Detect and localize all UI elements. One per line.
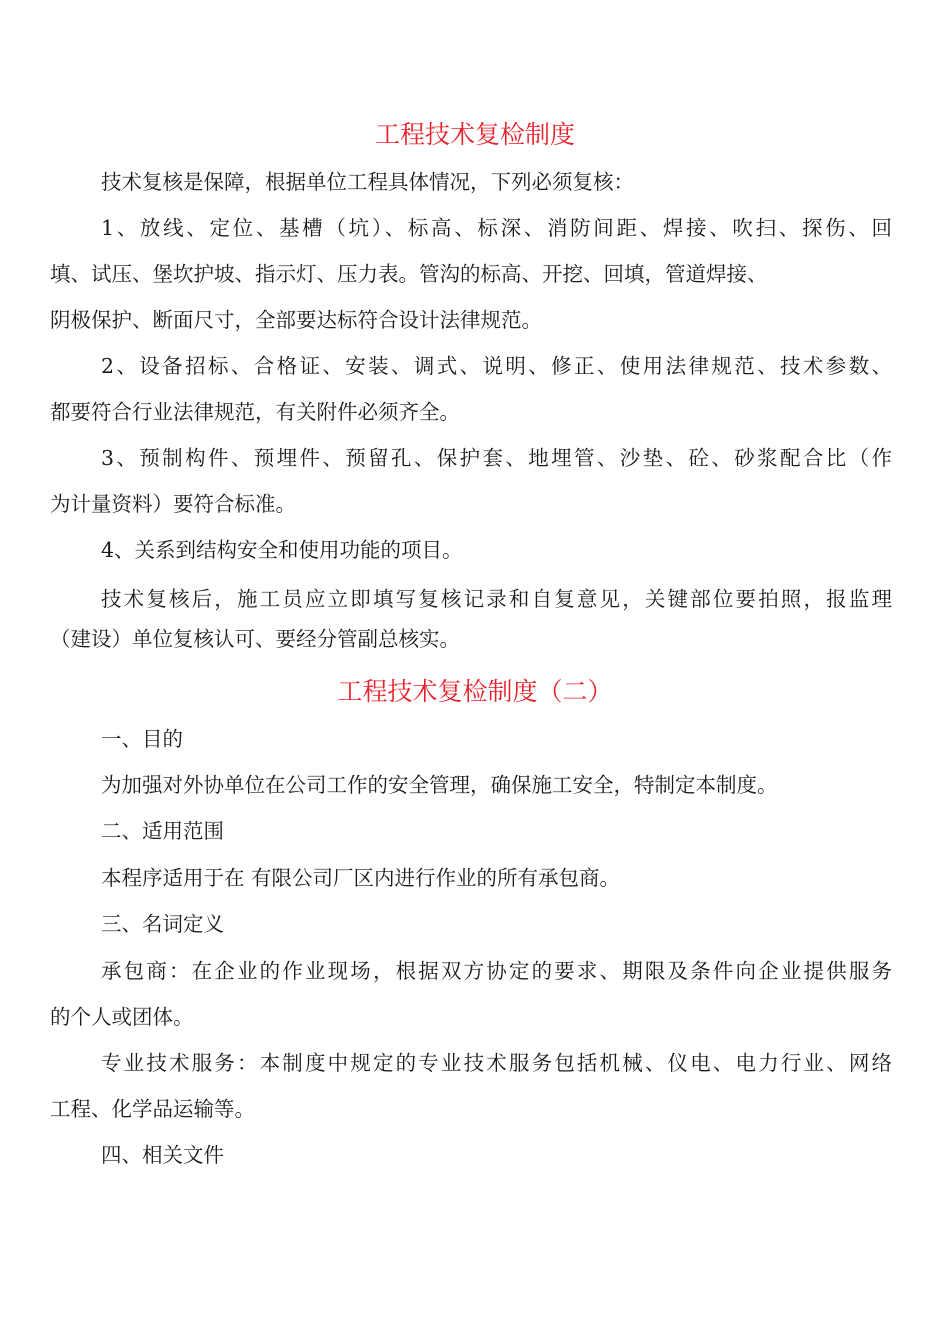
paragraph-line: 2、设备招标、合格证、安装、调式、说明、修正、使用法律规范、技术参数、 xyxy=(101,354,892,378)
paragraph-line: 技术复核是保障，根据单位工程具体情况，下列必须复核： xyxy=(101,170,634,194)
paragraph-line: 技术复核后，施工员应立即填写复核记录和自复意见，关键部位要拍照，报监理 xyxy=(101,587,892,611)
document-subtitle: 工程技术复检制度（二） xyxy=(337,677,613,706)
document-title: 工程技术复检制度 xyxy=(374,120,575,149)
paragraph-line: 为加强对外协单位在公司工作的安全管理，确保施工安全，特制定本制度。 xyxy=(101,773,778,797)
section-heading: 四、相关文件 xyxy=(101,1143,224,1167)
paragraph-line: 填、试压、堡坎护坡、指示灯、压力表。管沟的标高、开挖、回填，管道焊接、 xyxy=(50,262,768,286)
paragraph-line: 专业技术服务：本制度中规定的专业技术服务包括机械、仪电、电力行业、网络 xyxy=(101,1051,892,1075)
paragraph-line: 都要符合行业法律规范，有关附件必须齐全。 xyxy=(50,400,460,424)
paragraph-line: 阴极保护、断面尺寸，全部要达标符合设计法律规范。 xyxy=(50,308,542,332)
paragraph-line: 4、关系到结构安全和使用功能的项目。 xyxy=(101,538,463,562)
section-heading: 三、名词定义 xyxy=(101,912,224,936)
paragraph-line: 为计量资料）要符合标准。 xyxy=(50,492,296,516)
paragraph-line: 1、放线、定位、基槽（坑）、标高、标深、消防间距、焊接、吹扫、探伤、回 xyxy=(101,216,892,240)
section-heading: 一、目的 xyxy=(101,727,183,751)
paragraph-line: 工程、化学品运输等。 xyxy=(50,1097,255,1121)
paragraph-line: （建设）单位复核认可、要经分管副总核实。 xyxy=(50,627,460,651)
paragraph-line: 的个人或团体。 xyxy=(50,1005,194,1029)
section-heading: 二、适用范围 xyxy=(101,819,224,843)
paragraph-line: 3、预制构件、预埋件、预留孔、保护套、地埋管、沙垫、砼、砂浆配合比（作 xyxy=(101,446,892,470)
paragraph-line: 本程序适用于在 有限公司厂区内进行作业的所有承包商。 xyxy=(101,866,621,890)
paragraph-line: 承包商：在企业的作业现场，根据双方协定的要求、期限及条件向企业提供服务 xyxy=(101,959,892,983)
